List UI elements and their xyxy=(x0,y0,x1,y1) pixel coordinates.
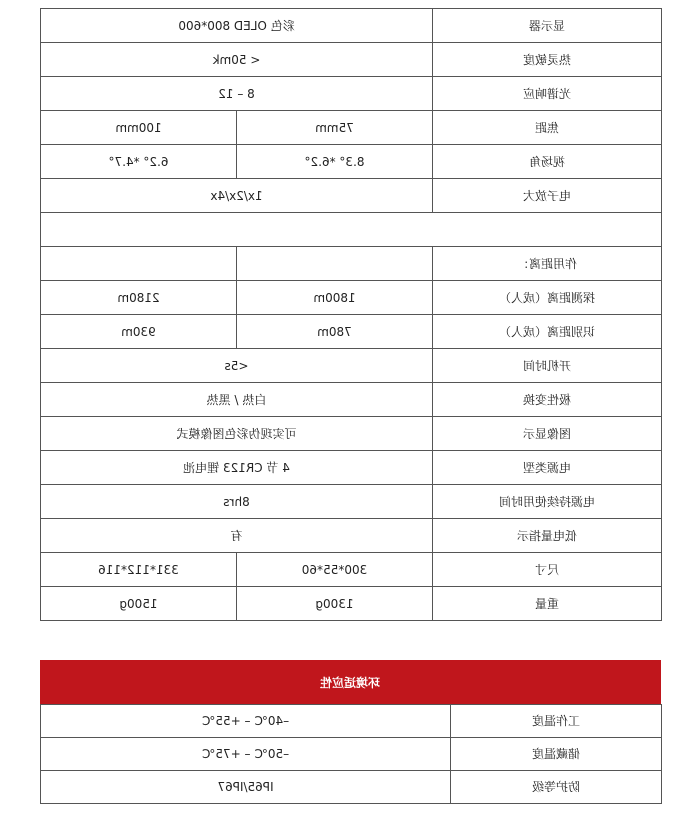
spec-label: 作用距离： xyxy=(433,247,662,281)
spec-value-1: 1800m xyxy=(237,281,433,315)
spec-label: 识别距离（成人） xyxy=(433,315,662,349)
table-row xyxy=(41,349,662,383)
spec-value: 8 – 12 xyxy=(41,77,433,111)
spec-value: 白热 / 黑热 xyxy=(41,383,433,417)
spec-label: 图像显示 xyxy=(433,417,662,451)
spec-value: 可实现伪彩色图像模式 xyxy=(41,417,433,451)
spec-label: 光谱响应 xyxy=(433,77,662,111)
table-row xyxy=(41,281,662,315)
env-label: 储藏温度 xyxy=(451,738,662,771)
spec-label: 极性变换 xyxy=(433,383,662,417)
table-row xyxy=(41,111,662,145)
spacer-cell xyxy=(41,213,662,247)
table-row-spacer xyxy=(41,213,662,247)
env-section-title: 环境适应性 xyxy=(320,675,381,690)
spec-value-1 xyxy=(237,247,433,281)
table-row xyxy=(41,145,662,179)
spec-value: 8hrs xyxy=(41,485,433,519)
table-row xyxy=(41,9,662,43)
table-row xyxy=(41,705,662,738)
table-row xyxy=(41,553,662,587)
table-row xyxy=(41,179,662,213)
table-row xyxy=(41,587,662,621)
spec-value-2 xyxy=(41,247,237,281)
spec-value: <5s xyxy=(41,349,433,383)
spec-label: 电源类型 xyxy=(433,451,662,485)
spec-value-1: 780m xyxy=(237,315,433,349)
spec-label: 尺寸 xyxy=(433,553,662,587)
spec-value: 有 xyxy=(41,519,433,553)
spec-label: 开机时间 xyxy=(433,349,662,383)
spec-value-1: 300*55*60 xyxy=(237,553,433,587)
spec-value: 4 节 CR123 锂电池 xyxy=(41,451,433,485)
env-label: 工作温度 xyxy=(451,705,662,738)
spec-value-1: 75mm xyxy=(237,111,433,145)
spec-label: 重量 xyxy=(433,587,662,621)
table-row xyxy=(41,417,662,451)
spec-label: 电子放大 xyxy=(433,179,662,213)
table-row xyxy=(41,383,662,417)
spec-value: 1x/2x/4x xyxy=(41,179,433,213)
env-value: IP65/IP67 xyxy=(41,771,451,804)
table-row xyxy=(41,451,662,485)
table-row xyxy=(41,519,662,553)
spec-label: 热灵敏度 xyxy=(433,43,662,77)
spec-value: 彩色 OLED 800*600 xyxy=(41,9,433,43)
spec-value-2: 331*112*116 xyxy=(41,553,237,587)
spec-label: 显示器 xyxy=(433,9,662,43)
table-row xyxy=(41,247,662,281)
env-section-header xyxy=(40,660,661,704)
spec-label: 焦距 xyxy=(433,111,662,145)
spec-value: < 50mk xyxy=(41,43,433,77)
table-row xyxy=(41,315,662,349)
spec-value-2: 6.2° *4.7° xyxy=(41,145,237,179)
env-value: –50℃ – +75℃ xyxy=(41,738,451,771)
env-label: 防护等级 xyxy=(451,771,662,804)
spec-label: 电源持续使用时间 xyxy=(433,485,662,519)
spec-value-2: 100mm xyxy=(41,111,237,145)
spec-label: 低电量指示 xyxy=(433,519,662,553)
table-row xyxy=(41,77,662,111)
table-row xyxy=(41,43,662,77)
table-row xyxy=(41,771,662,804)
spec-table xyxy=(40,8,662,621)
table-row xyxy=(41,485,662,519)
spec-value-1: 1300g xyxy=(237,587,433,621)
env-table xyxy=(40,704,662,804)
env-value: –40℃ – +55℃ xyxy=(41,705,451,738)
spec-value-2: 2180m xyxy=(41,281,237,315)
spec-label: 视场角 xyxy=(433,145,662,179)
spec-value-2: 1500g xyxy=(41,587,237,621)
spec-value-1: 8.3° *6.2° xyxy=(237,145,433,179)
spec-label: 探测距离（成人） xyxy=(433,281,662,315)
spec-value-2: 930m xyxy=(41,315,237,349)
table-row xyxy=(41,738,662,771)
